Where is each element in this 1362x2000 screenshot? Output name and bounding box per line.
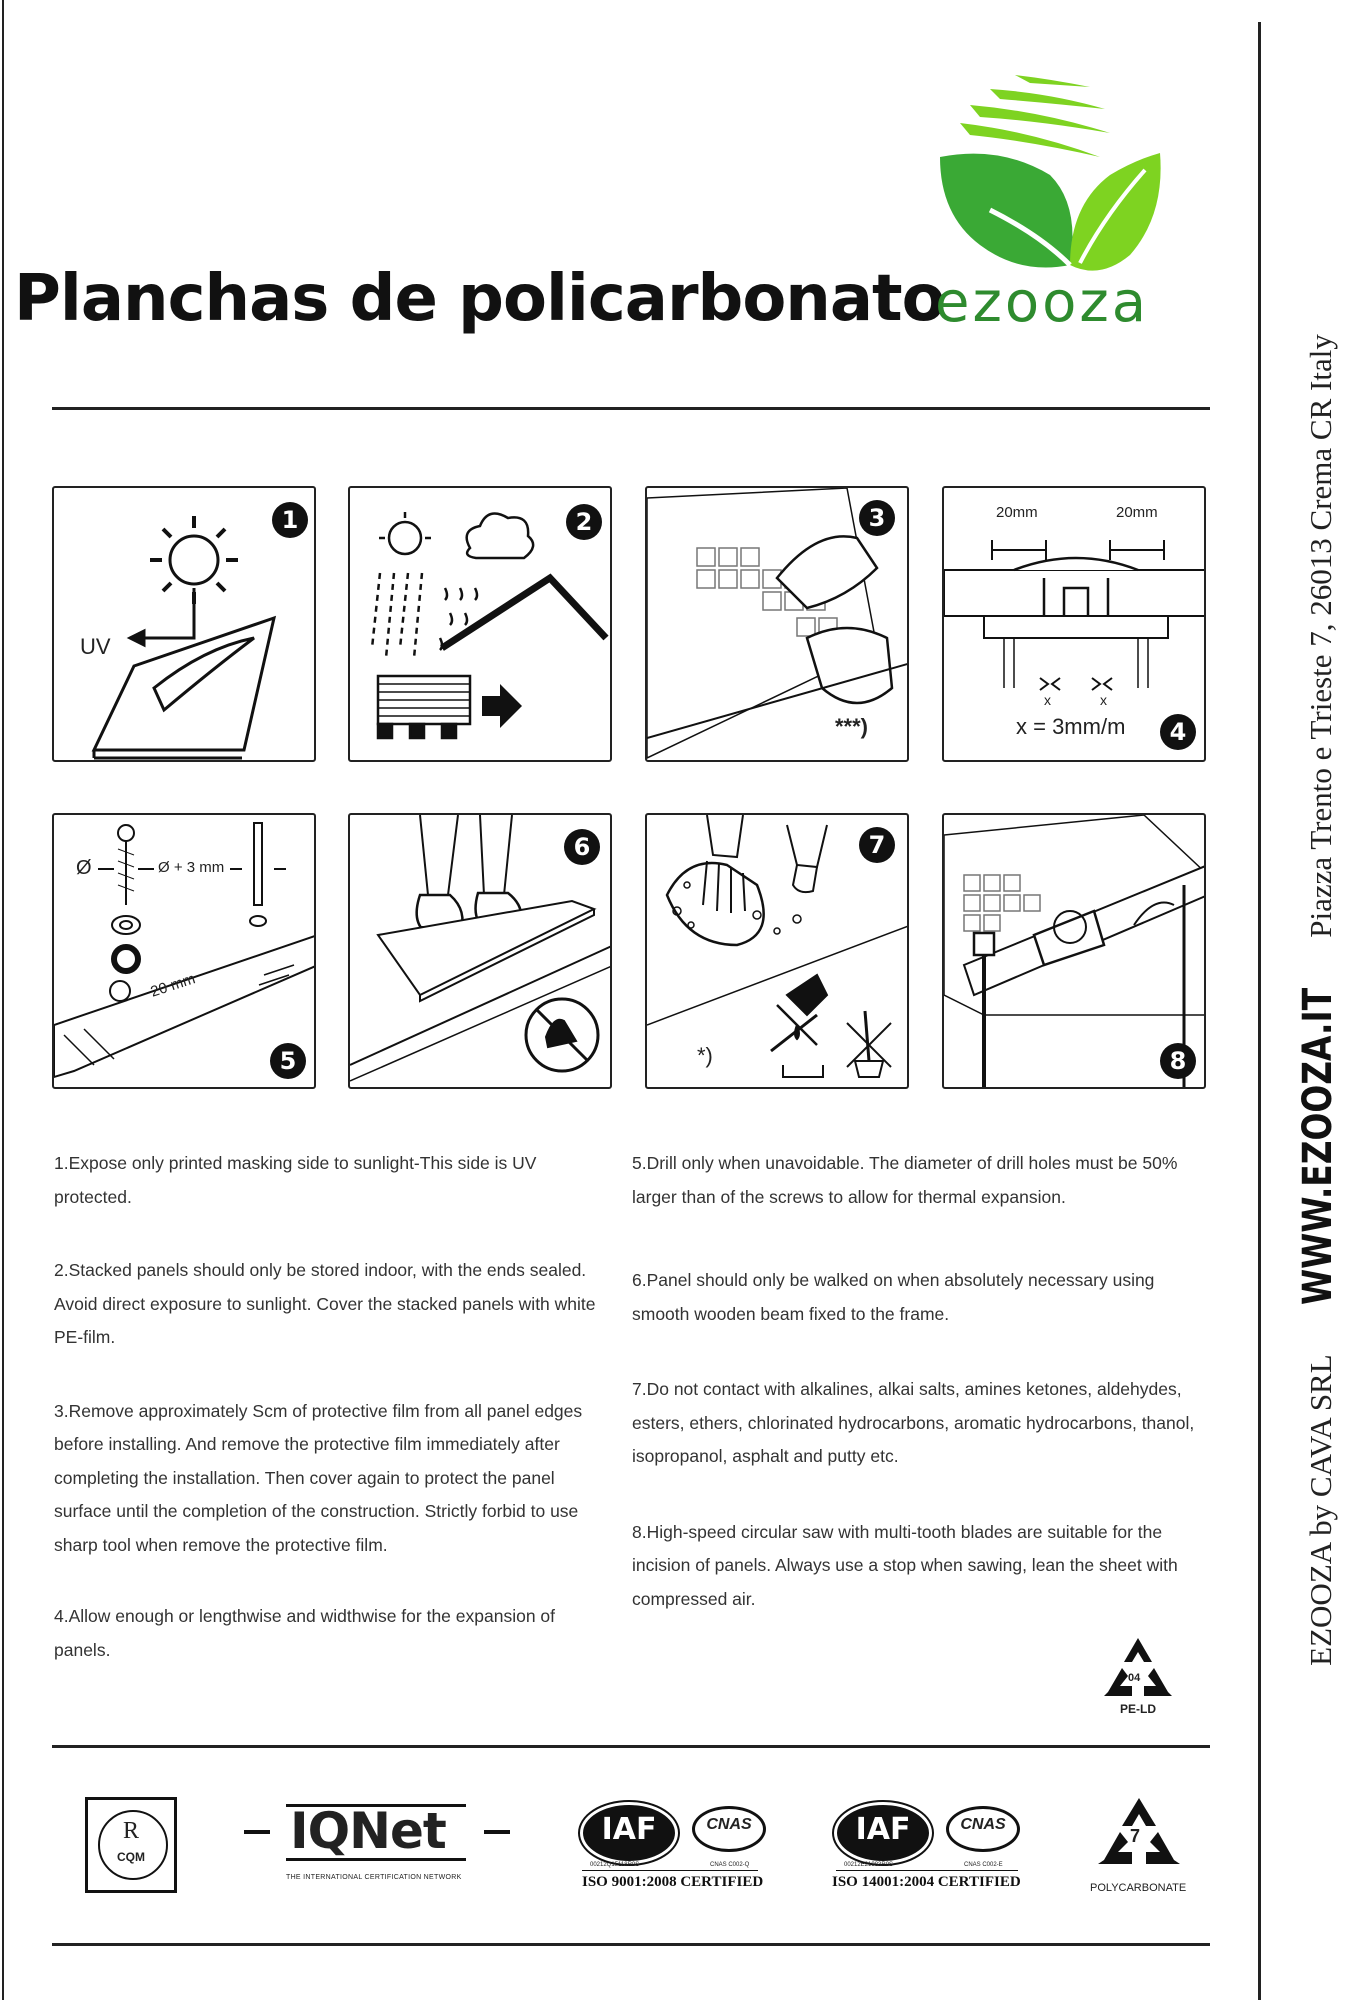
cqm-certification: [85, 1797, 177, 1893]
gap-x-left: x: [1044, 692, 1051, 708]
step-badge: 2: [566, 504, 602, 540]
recycle-triangle-icon: [1098, 1636, 1178, 1700]
cnas-label: CNAS: [706, 1816, 752, 1833]
recycle-code: 04: [1128, 1672, 1141, 1684]
instruction-text-1: 1.Expose only printed masking side to sunlight-This side is UV protected.: [54, 1153, 537, 1207]
instruction-panel-2: [348, 486, 612, 762]
instructions-right-column: [632, 1147, 1212, 1616]
recycle-pe-ld: [1098, 1636, 1178, 1718]
gap-label-right: 20mm: [1116, 504, 1158, 521]
instruction-panel-7: [645, 813, 909, 1089]
recycle-label: PE-LD: [1120, 1702, 1156, 1716]
instruction-text-4: 4.Allow enough or lengthwise and widthwise for the expansion of panels.: [54, 1606, 556, 1660]
sidebar-address: Piazza Trento e Trieste 7, 26013 Crema CR Italy: [1303, 334, 1338, 938]
cnas-code: CNAS C002-Q: [710, 1862, 750, 1868]
instruction-panel-6: [348, 813, 612, 1089]
step-badge: 1: [272, 502, 308, 538]
brand-name: ezooza: [935, 270, 1150, 335]
iaf-code: 00212Q15118R0S: [590, 1862, 640, 1868]
step-badge: 4: [1160, 714, 1196, 750]
step-badge: 5: [270, 1043, 306, 1079]
instructions-left-column: [54, 1147, 614, 1667]
recycle-code: 7: [1130, 1826, 1141, 1846]
step-badge: 3: [859, 500, 895, 536]
cqm-letter: R: [122, 1818, 139, 1844]
instruction-text-3: 3.Remove approximately Scm of protective film from all panel edges before installing. And remove the protective film immediately after completing the installation. Then cover again to protect the panel surface until the completion of the construction. Strictly forbid to use sharp tool when remove the protective film.: [54, 1400, 583, 1555]
footnote-mark: ***): [835, 714, 869, 739]
page-frame-right: [1258, 22, 1261, 2000]
iso14001-caption: ISO 14001:2004 CERTIFIED: [832, 1874, 1021, 1890]
instruction-panel-5: [52, 813, 316, 1089]
instruction-panel-4: [942, 486, 1206, 762]
iqnet-name: IQNet: [290, 1802, 446, 1860]
iqnet-certification: [244, 1800, 514, 1890]
iqnet-tagline: THE INTERNATIONAL CERTIFICATION NETWORK: [286, 1874, 462, 1881]
step-badge: 7: [859, 827, 895, 863]
cqm-label: CQM: [117, 1850, 145, 1864]
instruction-text-7: 7.Do not contact with alkalines, alkai salts, amines ketones, aldehydes, esters, ethers, chlorinated hydrocarbons, aromatic hydrocarbons, thanol, isopropanol, asphalt and putty etc.: [632, 1379, 1195, 1466]
polycarbonate-recycle: [1086, 1796, 1196, 1896]
iso9001-certification: [576, 1798, 776, 1894]
instruction-text-2: 2.Stacked panels should only be stored indoor, with the ends sealed. Avoid direct exposure to sunlight. Cover the stacked panels with white PE-film.: [54, 1260, 596, 1347]
step-badge: 6: [564, 829, 600, 865]
page-title: Planchas de policarbonato: [14, 262, 945, 336]
instruction-panel-1: [52, 486, 316, 762]
step-badge: 8: [1160, 1043, 1196, 1079]
gap-label-left: 20mm: [996, 504, 1038, 521]
page-frame-left: [2, 0, 4, 2000]
cnas-code: CNAS C002-E: [964, 1862, 1003, 1868]
instruction-text-5: 5.Drill only when unavoidable. The diameter of drill holes must be 50% larger than of the screws to allow for thermal expansion.: [632, 1153, 1178, 1207]
divider: [52, 407, 1210, 410]
gap-x-right: x: [1100, 692, 1107, 708]
instruction-panel-8: [942, 813, 1206, 1089]
gap-formula: x = 3mm/m: [1016, 714, 1126, 739]
footnote-mark: *): [697, 1043, 713, 1068]
uv-label: UV: [80, 634, 111, 659]
sidebar-company: EZOOZA by CAVA SRL: [1303, 1355, 1338, 1666]
screw-diameter-label: Ø: [76, 857, 92, 879]
instruction-text-6: 6.Panel should only be walked on when absolutely necessary using smooth wooden beam fixed to the frame.: [632, 1270, 1155, 1324]
recycle-label: POLYCARBONATE: [1090, 1882, 1187, 1894]
edge-distance-label: 20 mm: [148, 970, 198, 1001]
hole-diameter-label: Ø + 3 mm: [158, 859, 225, 876]
iso14001-certification: [830, 1798, 1030, 1894]
cnas-label: CNAS: [960, 1816, 1006, 1833]
iso9001-caption: ISO 9001:2008 CERTIFIED: [582, 1874, 764, 1890]
iaf-label: IAF: [601, 1812, 657, 1847]
iaf-code: 00212E21983R0S: [844, 1862, 894, 1868]
instruction-text-8: 8.High-speed circular saw with multi-tooth blades are suitable for the incision of panels. Always use a stop when sawing, lean the sheet with compressed air.: [632, 1521, 1178, 1609]
iaf-label: IAF: [855, 1812, 911, 1847]
divider: [52, 1943, 1210, 1946]
sidebar-website[interactable]: WWW.EZOOZA.IT: [1295, 988, 1341, 1306]
instruction-panel-3: [645, 486, 909, 762]
divider: [52, 1745, 1210, 1748]
